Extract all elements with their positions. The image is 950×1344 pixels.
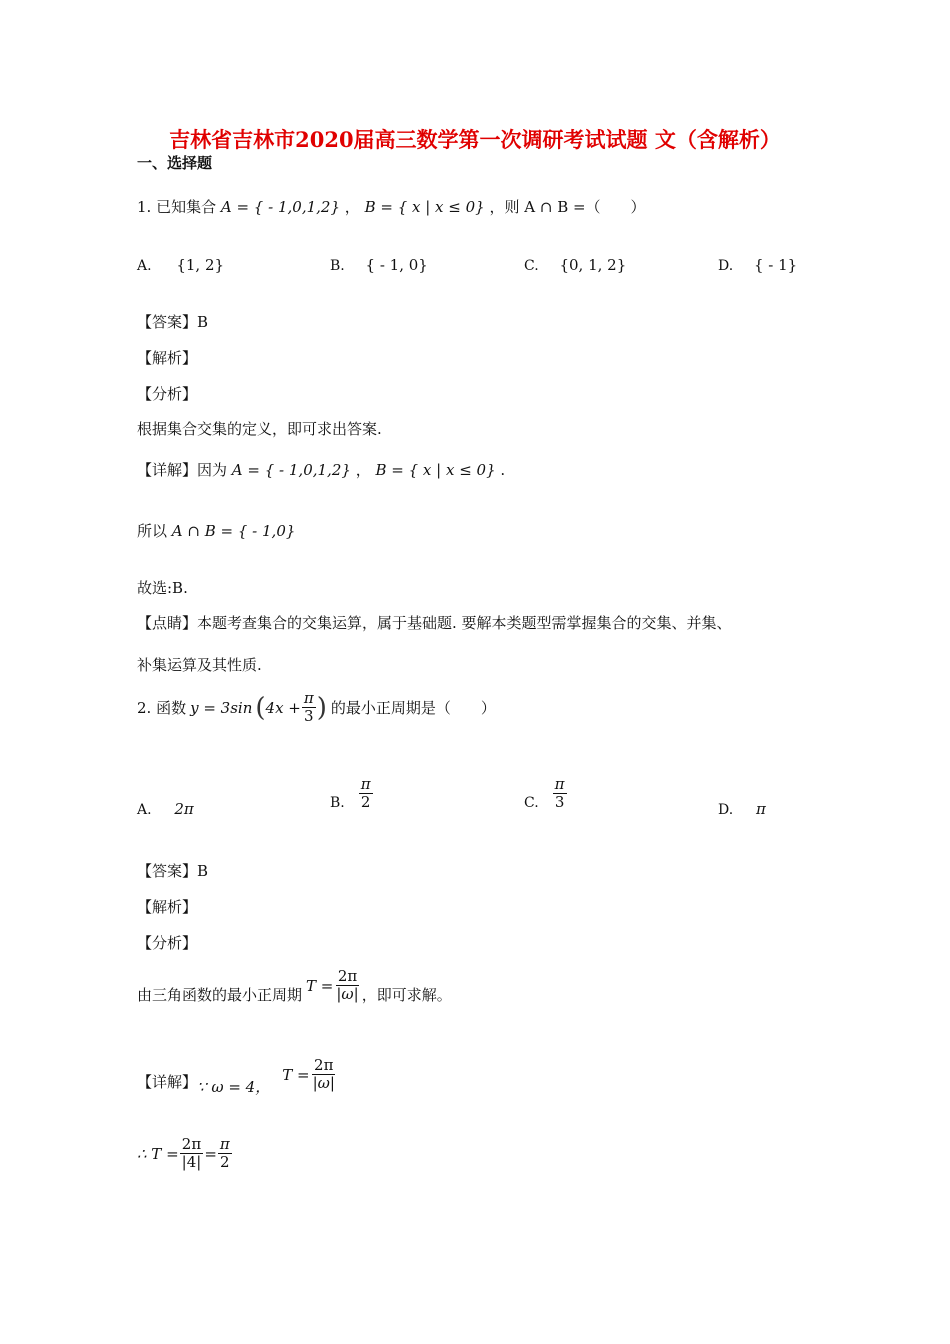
question-1-fenxi-text: 根据集合交集的定义，即可求出答案. — [137, 420, 382, 438]
option-label: B. — [330, 794, 345, 811]
period-lhs: T = — [306, 976, 334, 995]
period-formula — [334, 968, 360, 1004]
question-1-option-a — [137, 256, 224, 274]
detail-prefix: 【详解】因为 — [137, 461, 228, 479]
detail-prefix: 【详解】 — [137, 1073, 198, 1091]
question-2-option-d — [718, 800, 766, 818]
fraction-numerator: π — [219, 1135, 230, 1153]
question-2-prefix: 2. 函数 — [137, 699, 187, 718]
question-2-fenxi-text — [137, 966, 452, 1005]
section-heading: 一、选择题 — [137, 154, 213, 172]
pi-over-three — [302, 690, 316, 726]
question-2-tail: 的最小正周期是（ ） — [330, 699, 496, 718]
question-1-option-d — [718, 256, 797, 274]
question-1-detail — [137, 459, 505, 480]
fraction-denominator: |ω| — [336, 985, 359, 1003]
period-lhs: T = — [282, 1065, 310, 1084]
fraction-numerator: π — [360, 775, 371, 793]
result-fraction-1 — [180, 1136, 204, 1172]
option-label: A. — [137, 802, 152, 818]
question-2-option-a — [137, 800, 194, 818]
omega-value: ∵ ω = 4， — [197, 1078, 271, 1096]
question-1-set-b: B = { x | x ≤ 0} — [364, 198, 485, 216]
question-2-jiexi-heading: 【解析】 — [137, 898, 198, 916]
fraction-numerator: 2π — [314, 1055, 334, 1074]
question-2-result — [137, 1136, 233, 1172]
right-paren: ) — [316, 692, 327, 723]
equals-sign: = — [204, 1144, 217, 1163]
question-1-remark-line-2: 补集运算及其性质. — [137, 656, 262, 674]
option-label: C. — [524, 258, 539, 274]
question-2-option-b — [330, 776, 374, 812]
option-label: A. — [137, 258, 152, 274]
fraction-numerator: 2π — [337, 966, 358, 985]
option-fraction — [553, 776, 567, 812]
fraction-denominator: 2 — [220, 1153, 230, 1172]
option-value: {1, 2} — [176, 256, 225, 274]
conclusion-expression: A ∩ B = { - 1,0} — [171, 522, 296, 540]
question-1-conclusion — [137, 520, 295, 541]
question-1-answer: 【答案】B — [137, 313, 209, 331]
option-label: B. — [330, 258, 345, 274]
question-1-choice: 故选:B. — [137, 579, 188, 597]
question-1-tail: ，则 A ∩ B =（ ） — [489, 198, 646, 216]
question-1-stem — [137, 196, 646, 217]
question-1-prefix: 1. 已知集合 — [137, 198, 217, 216]
fraction-denominator: 3 — [554, 793, 565, 812]
question-2-detail — [137, 1052, 338, 1097]
fraction-numerator: 2π — [181, 1135, 202, 1153]
question-1-jiexi-heading: 【解析】 — [137, 349, 198, 367]
question-2-answer: 【答案】B — [137, 862, 209, 880]
fraction-numerator: π — [303, 689, 314, 707]
period-formula — [311, 1057, 337, 1093]
detail-set-a: A = { - 1,0,1,2} — [231, 461, 351, 479]
detail-separator: ， — [355, 461, 371, 479]
option-value: {0, 1, 2} — [559, 256, 627, 274]
fenxi-prefix: 由三角函数的最小正周期 — [137, 986, 303, 1004]
fraction-numerator: π — [554, 775, 565, 793]
option-value: { - 1, 0} — [365, 256, 428, 274]
function-lhs: y = 3sin — [190, 698, 253, 717]
option-value: { - 1} — [753, 256, 798, 274]
document-title: 吉林省吉林市2020届高三数学第一次调研考试试题 文（含解析） — [169, 127, 781, 152]
question-2-option-c — [524, 776, 568, 812]
detail-set-b: B = { x | x ≤ 0} — [375, 461, 496, 479]
left-paren: ( — [255, 692, 266, 723]
conclusion-prefix: 所以 — [137, 522, 168, 540]
question-1-remark-line-1: 【点睛】本题考查集合的交集运算，属于基础题. 要解本类题型需掌握集合的交集、并集、 — [137, 614, 732, 632]
option-fraction — [359, 776, 373, 812]
question-1-option-b — [330, 256, 428, 274]
option-value: 2π — [174, 800, 194, 818]
question-2-fenxi-heading: 【分析】 — [137, 934, 198, 952]
fraction-denominator: 3 — [304, 707, 314, 726]
option-label: C. — [524, 794, 539, 811]
fraction-denominator: |ω| — [312, 1074, 335, 1092]
detail-end: . — [500, 461, 506, 479]
function-inner: 4x + — [265, 698, 301, 717]
option-value: π — [755, 800, 766, 818]
question-1-fenxi-heading: 【分析】 — [137, 385, 198, 403]
question-2-stem — [137, 690, 496, 726]
question-1-separator: ， — [344, 198, 360, 216]
result-fraction-2 — [218, 1136, 232, 1172]
fraction-denominator: 2 — [360, 793, 371, 812]
question-1-set-a: A = { - 1,0,1,2} — [220, 198, 340, 216]
fraction-denominator: |4| — [181, 1153, 202, 1172]
therefore-period: ∴ T = — [137, 1144, 179, 1163]
option-label: D. — [718, 802, 734, 818]
option-label: D. — [718, 258, 734, 274]
question-1-option-c — [524, 256, 626, 274]
fenxi-tail: ，即可求解。 — [361, 986, 452, 1004]
